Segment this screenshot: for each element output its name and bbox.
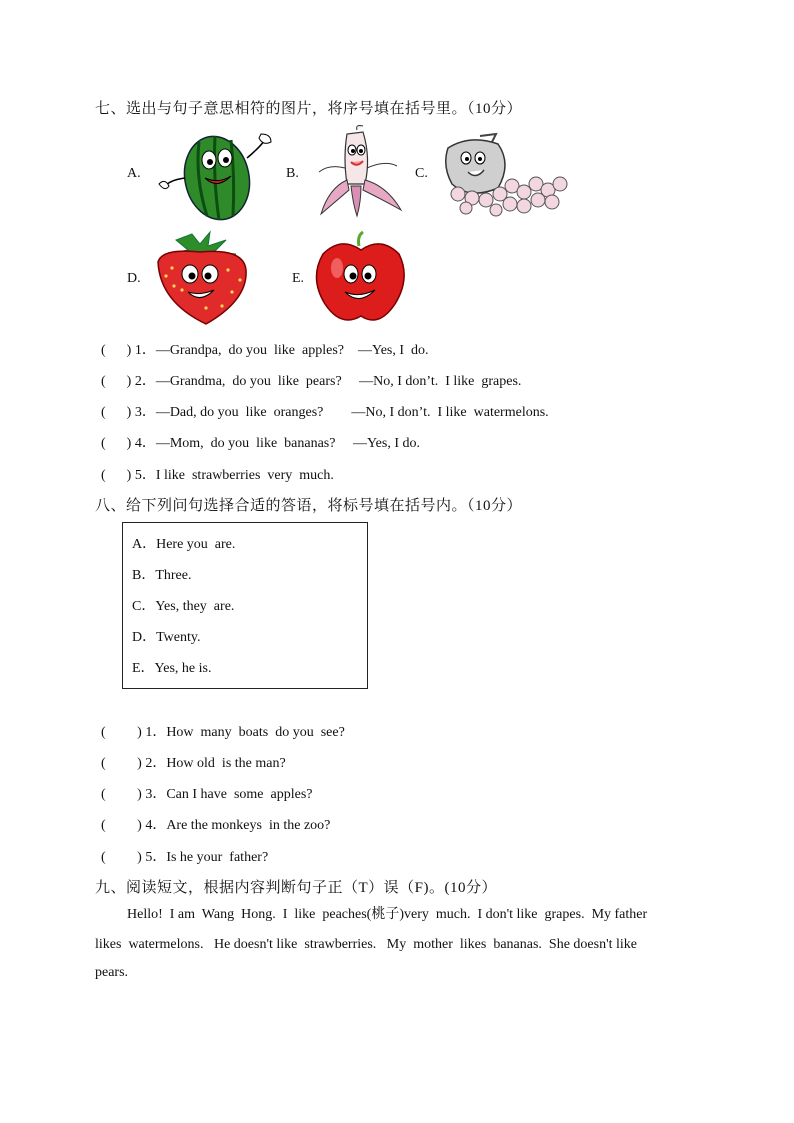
picture-label-c: C.: [415, 166, 428, 181]
section-7-question-2: ( ) 2．—Grandma, do you like pears? —No, I don’t. I like grapes.: [101, 374, 522, 389]
reading-passage-line-3: pears.: [95, 965, 129, 980]
section-7-question-3: ( ) 3．—Dad, do you like oranges? —No, I don’t. I like watermelons.: [101, 405, 549, 420]
section-8-question-5: ( ) 5．Is he your father?: [101, 850, 269, 865]
section-8-question-4: ( ) 4．Are the monkeys in the zoo?: [101, 818, 331, 833]
section-8-question-3: ( ) 3．Can I have some apples?: [101, 787, 313, 802]
section-8-question-1: ( ) 1．How many boats do you see?: [101, 725, 345, 740]
watermelon-icon: [155, 128, 275, 220]
section-8-question-2: ( ) 2．How old is the man?: [101, 756, 286, 771]
option-b: B．Three.: [132, 568, 192, 583]
option-d: D．Twenty.: [132, 630, 201, 645]
reading-passage-line-1: Hello! I am Wang Hong. I like peaches(桃子)very much. I don't like grapes. My father: [127, 907, 648, 922]
section-8-heading: 八、给下列问句选择合适的答语，将标号填在括号内。（10分）: [95, 498, 523, 514]
reading-passage-line-2: likes watermelons. He doesn't like strawberries. My mother likes bananas. She doesn't like: [95, 937, 637, 952]
section-9-heading: 九、阅读短文，根据内容判断句子正（T）误（F)。(10分）: [95, 880, 497, 896]
picture-label-b: B.: [286, 166, 299, 181]
apple-icon: [313, 232, 409, 326]
option-c: C．Yes, they are.: [132, 599, 235, 614]
option-a: A．Here you are.: [132, 537, 236, 552]
section-7-question-1: ( ) 1．—Grandpa, do you like apples? —Yes, I do.: [101, 343, 429, 358]
picture-label-e: E.: [292, 271, 305, 286]
picture-label-d: D.: [127, 271, 141, 286]
answer-options-box: [122, 522, 368, 689]
section-7-question-5: ( ) 5．I like strawberries very much.: [101, 468, 334, 483]
grapes-icon: [440, 128, 572, 220]
section-7-question-4: ( ) 4．—Mom, do you like bananas? —Yes, I do.: [101, 436, 420, 451]
picture-label-a: A.: [127, 166, 141, 181]
section-7-heading: 七、选出与句子意思相符的图片，将序号填在括号里。（10分）: [95, 101, 523, 117]
strawberry-icon: [152, 230, 252, 326]
option-e: E．Yes, he is.: [132, 661, 212, 676]
banana-icon: [313, 128, 409, 218]
